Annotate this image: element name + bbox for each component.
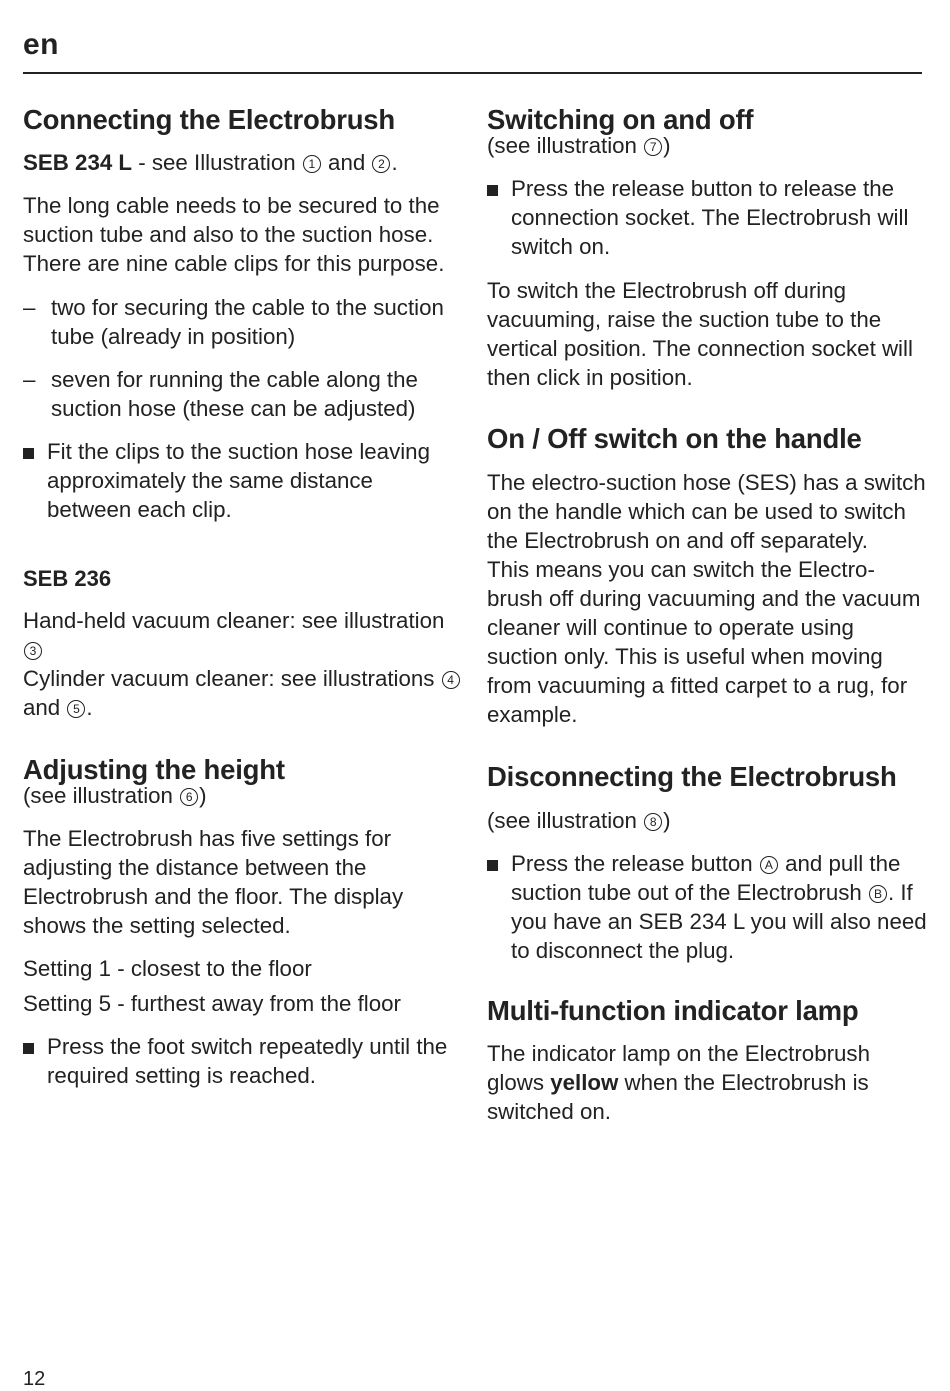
illustration-ref-2: 2	[372, 155, 390, 173]
heading-connecting: Connecting the Electrobrush	[23, 104, 395, 135]
yellow-emphasis: yellow	[550, 1070, 619, 1095]
bullet-item: Press the release button A and pull the suction tube out of the Electrobrush B . If you have an SEB 234 L you will also need to disconnect the plug.	[487, 849, 927, 965]
bullet-item: Press the foot switch repeatedly until the required setting is reached.	[23, 1032, 463, 1090]
illustration-ref-4: 4	[442, 671, 460, 689]
left-column	[23, 100, 463, 1090]
square-bullet-icon	[487, 860, 498, 871]
subheading-see-illustration-7: (see illustration 7 )	[487, 133, 671, 158]
dash-mark: –	[23, 367, 36, 392]
heading-indicator-lamp: Multi-function indicator lamp	[487, 995, 859, 1026]
model-name: SEB 234 L	[23, 150, 133, 175]
model-line: SEB 234 L - see Illustration 1 and 2 .	[23, 150, 398, 175]
paragraph-hand-held: Hand-held vacuum cleaner: see illustration 3	[23, 608, 445, 658]
right-column	[487, 100, 927, 1126]
illustration-ref-7: 7	[644, 138, 662, 156]
heading-disconnecting: Disconnecting the Electrobrush	[487, 761, 897, 792]
square-bullet-icon	[487, 185, 498, 196]
setting-1-line: Setting 1 - closest to the floor	[23, 956, 312, 981]
square-bullet-icon	[23, 1043, 34, 1054]
language-code: en	[23, 28, 60, 61]
illustration-ref-a: A	[760, 856, 778, 874]
illustration-ref-8: 8	[644, 813, 662, 831]
paragraph-indicator-lamp: The indicator lamp on the Electrobrush glows yellow when the Electrobrush is switched on.	[487, 1041, 870, 1124]
paragraph-suction-only: This means you can switch the Electro-brush off during vacuuming and the vacuum cleaner will continue to operate using suction only. This is useful when moving from vacuuming a fitted carpet to a rug, for example.	[487, 557, 921, 727]
subheading-see-illustration-8: (see illustration 8 )	[487, 808, 671, 833]
illustration-ref-1: 1	[303, 155, 321, 173]
illustration-ref-b: B	[869, 885, 887, 903]
heading-seb-236: SEB 236	[23, 566, 112, 591]
setting-5-line: Setting 5 - furthest away from the floor	[23, 991, 401, 1016]
bullet-item: Press the release button to release the connection socket. The Electrobrush will switch on.	[487, 174, 927, 261]
dash-mark: –	[23, 295, 36, 320]
subheading-see-illustration-6: (see illustration 6 )	[23, 783, 207, 808]
list-item: – seven for running the cable along the suction hose (these can be adjusted)	[23, 367, 418, 421]
page-number: 12	[23, 1368, 46, 1390]
illustration-ref-5: 5	[67, 700, 85, 718]
square-bullet-icon	[23, 448, 34, 459]
paragraph-cable-intro: The long cable needs to be secured to the suction tube and also to the suction hose. There are nine cable clips for this purpose.	[23, 193, 445, 276]
paragraph-switch-off: To switch the Electrobrush off during vacuuming, raise the suction tube to the vertical position. The connection socket will then click in position.	[487, 278, 913, 390]
illustration-ref-6: 6	[180, 788, 198, 806]
heading-on-off-switch: On / Off switch on the handle	[487, 423, 862, 454]
header-rule	[23, 72, 922, 74]
illustration-ref-3: 3	[24, 642, 42, 660]
heading-switching: Switching on and off	[487, 104, 754, 135]
bullet-item: Fit the clips to the suction hose leaving approximately the same distance between each clip.	[23, 437, 463, 524]
list-item: – two for securing the cable to the suction tube (already in position)	[23, 295, 444, 349]
paragraph-ses: The electro-suction hose (SES) has a switch on the handle which can be used to switch the Electrobrush on and off separately.	[487, 470, 926, 553]
paragraph-cylinder: Cylinder vacuum cleaner: see illustrations 4 and 5 .	[23, 664, 463, 722]
paragraph-height-settings: The Electrobrush has five settings for adjusting the distance between the Electrobrush and the floor. The display shows the setting selected.	[23, 826, 404, 938]
heading-adjusting-height: Adjusting the height	[23, 754, 285, 785]
